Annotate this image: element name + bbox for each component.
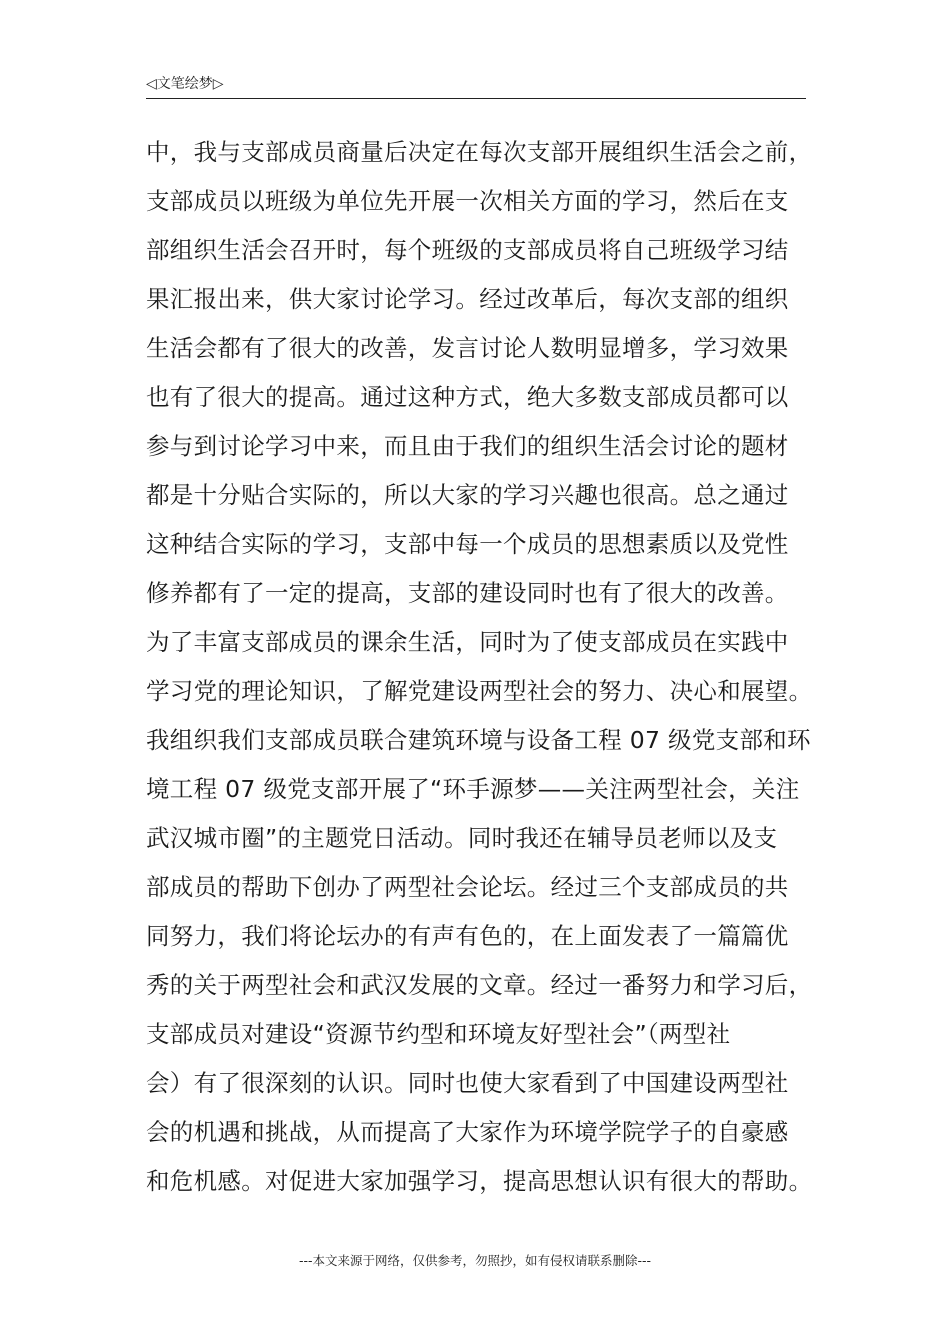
- text-line: 生活会都有了很大的改善，发言讨论人数明显增多，学习效果: [146, 334, 789, 362]
- text-line: 部成员的帮助下创办了两型社会论坛。经过三个支部成员的共: [146, 873, 789, 901]
- text-line: 我组织我们支部成员联合建筑环境与设备工程 07 级党支部和环: [146, 726, 811, 754]
- text-line: 修养都有了一定的提高，支部的建设同时也有了很大的改善。: [146, 579, 789, 607]
- text-line: 学习党的理论知识，了解党建设两型社会的努力、决心和展望。: [146, 677, 813, 705]
- text-line: 果汇报出来，供大家讨论学习。经过改革后，每次支部的组织: [146, 285, 789, 313]
- text-line: 中，我与支部成员商量后决定在每次支部开展组织生活会之前，: [146, 138, 813, 166]
- text-line: 武汉城市圈”的主题党日活动。同时我还在辅导员老师以及支: [146, 824, 778, 852]
- text-line: 这种结合实际的学习，支部中每一个成员的思想素质以及党性: [146, 530, 789, 558]
- text-line: 会）有了很深刻的认识。同时也使大家看到了中国建设两型社: [146, 1069, 789, 1097]
- text-line: 境工程 07 级党支部开展了“环手源梦——关注两型社会，关注: [146, 775, 800, 803]
- text-line: 都是十分贴合实际的，所以大家的学习兴趣也很高。总之通过: [146, 481, 789, 509]
- text-line: 参与到讨论学习中来，而且由于我们的组织生活会讨论的题材: [146, 432, 789, 460]
- text-line: 秀的关于两型社会和武汉发展的文章。经过一番努力和学习后，: [146, 971, 813, 999]
- header-title: ◁文笔绘梦▷: [146, 76, 224, 92]
- text-line: 也有了很大的提高。通过这种方式，绝大多数支部成员都可以: [146, 383, 789, 411]
- document-body: [146, 128, 818, 1206]
- text-line: 支部成员对建设“资源节约型和环境友好型社会”（两型社: [146, 1020, 731, 1048]
- text-line: 支部成员以班级为单位先开展一次相关方面的学习，然后在支: [146, 187, 789, 215]
- page-footer: ---本文来源于网络，仅供参考，勿照抄，如有侵权请联系删除---: [298, 1253, 652, 1268]
- text-line: 会的机遇和挑战，从而提高了大家作为环境学院学子的自豪感: [146, 1118, 789, 1146]
- text-line: 部组织生活会召开时，每个班级的支部成员将自己班级学习结: [146, 236, 789, 264]
- text-line: 和危机感。对促进大家加强学习，提高思想认识有很大的帮助。: [146, 1167, 813, 1195]
- text-line: 为了丰富支部成员的课余生活，同时为了使支部成员在实践中: [146, 628, 789, 656]
- text-line: 同努力，我们将论坛办的有声有色的，在上面发表了一篇篇优: [146, 922, 789, 950]
- page-header: [146, 72, 806, 99]
